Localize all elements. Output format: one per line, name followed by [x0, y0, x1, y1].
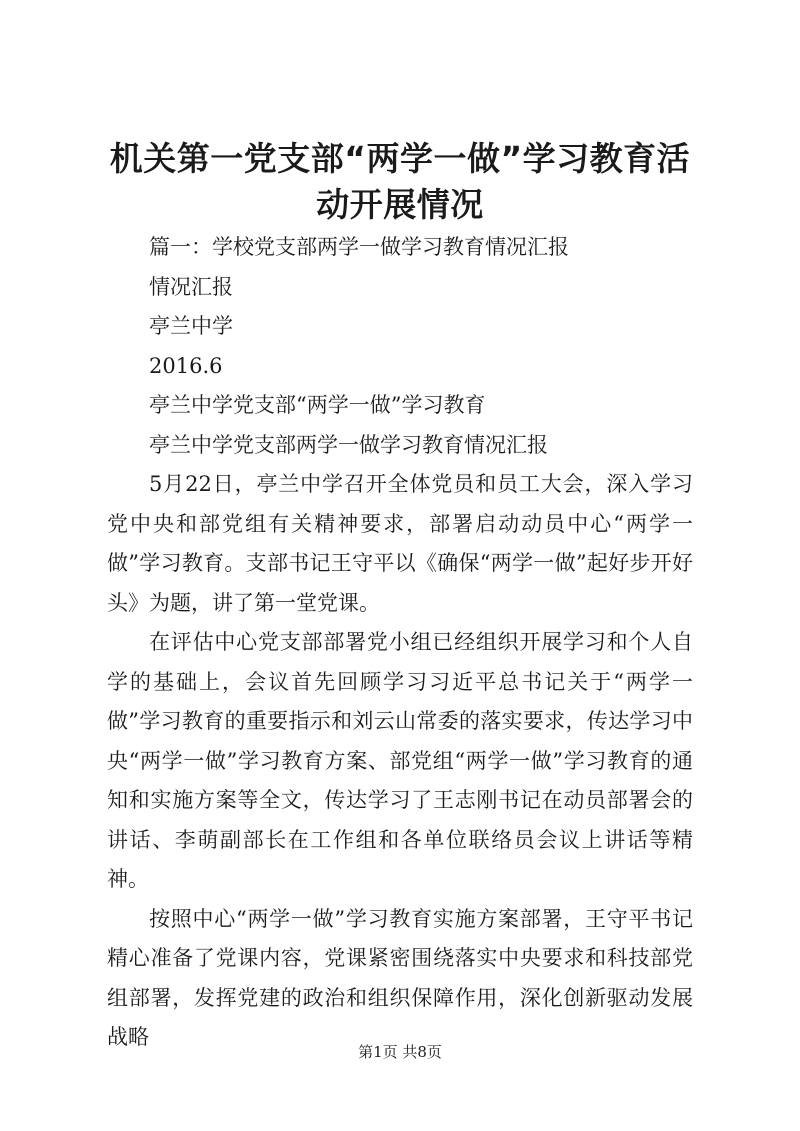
paragraph-9: 按照中心“两学一做”学习教育实施方案部署，王守平书记精心准备了党课内容，党课紧密围绕落实中央要求和科技部党组部署，发挥党建的政治和组织保障作用，深化创新驱动发展战略 — [107, 906, 693, 1049]
paragraph-4: 2016.6 — [149, 353, 223, 378]
paragraph-3: 亭兰中学 — [149, 314, 233, 338]
paragraph-7: 5月22日，亭兰中学召开全体党员和员工大会，深入学习党中央和部党组有关精神要求，部署启动动员中心“两学一做”学习教育。支部书记王守平以《确保“两学一做”起好步开好头》为题，讲了第一堂党课。 — [107, 472, 693, 615]
paragraph-8: 在评估中心党支部部署党小组已经组织开展学习和个人自学的基础上，会议首先回顾学习习近平总书记关于“两学一做”学习教育的重要指示和刘云山常委的落实要求，传达学习中央“两学一做”学习教育方案、部党组“两学一做”学习教育的通知和实施方案等全文，传达学习了王志刚书记在动员部署会的讲话、李萌副部长在工作组和各单位联络员会议上讲话等精神。 — [107, 630, 693, 891]
paragraph-1: 篇一：学校党支部两学一做学习教育情况汇报 — [149, 235, 569, 259]
page-footer: 第1页 共8页 — [358, 1043, 442, 1061]
paragraph-2: 情况汇报 — [149, 274, 233, 299]
document-body — [107, 228, 693, 1058]
paragraph-5: 亭兰中学党支部“两学一做”学习教育 — [149, 393, 486, 417]
document-title: 机关第一党支部“两学一做”学习教育活动开展情况 — [109, 139, 691, 224]
paragraph-6: 亭兰中学党支部两学一做学习教育情况汇报 — [149, 432, 548, 457]
